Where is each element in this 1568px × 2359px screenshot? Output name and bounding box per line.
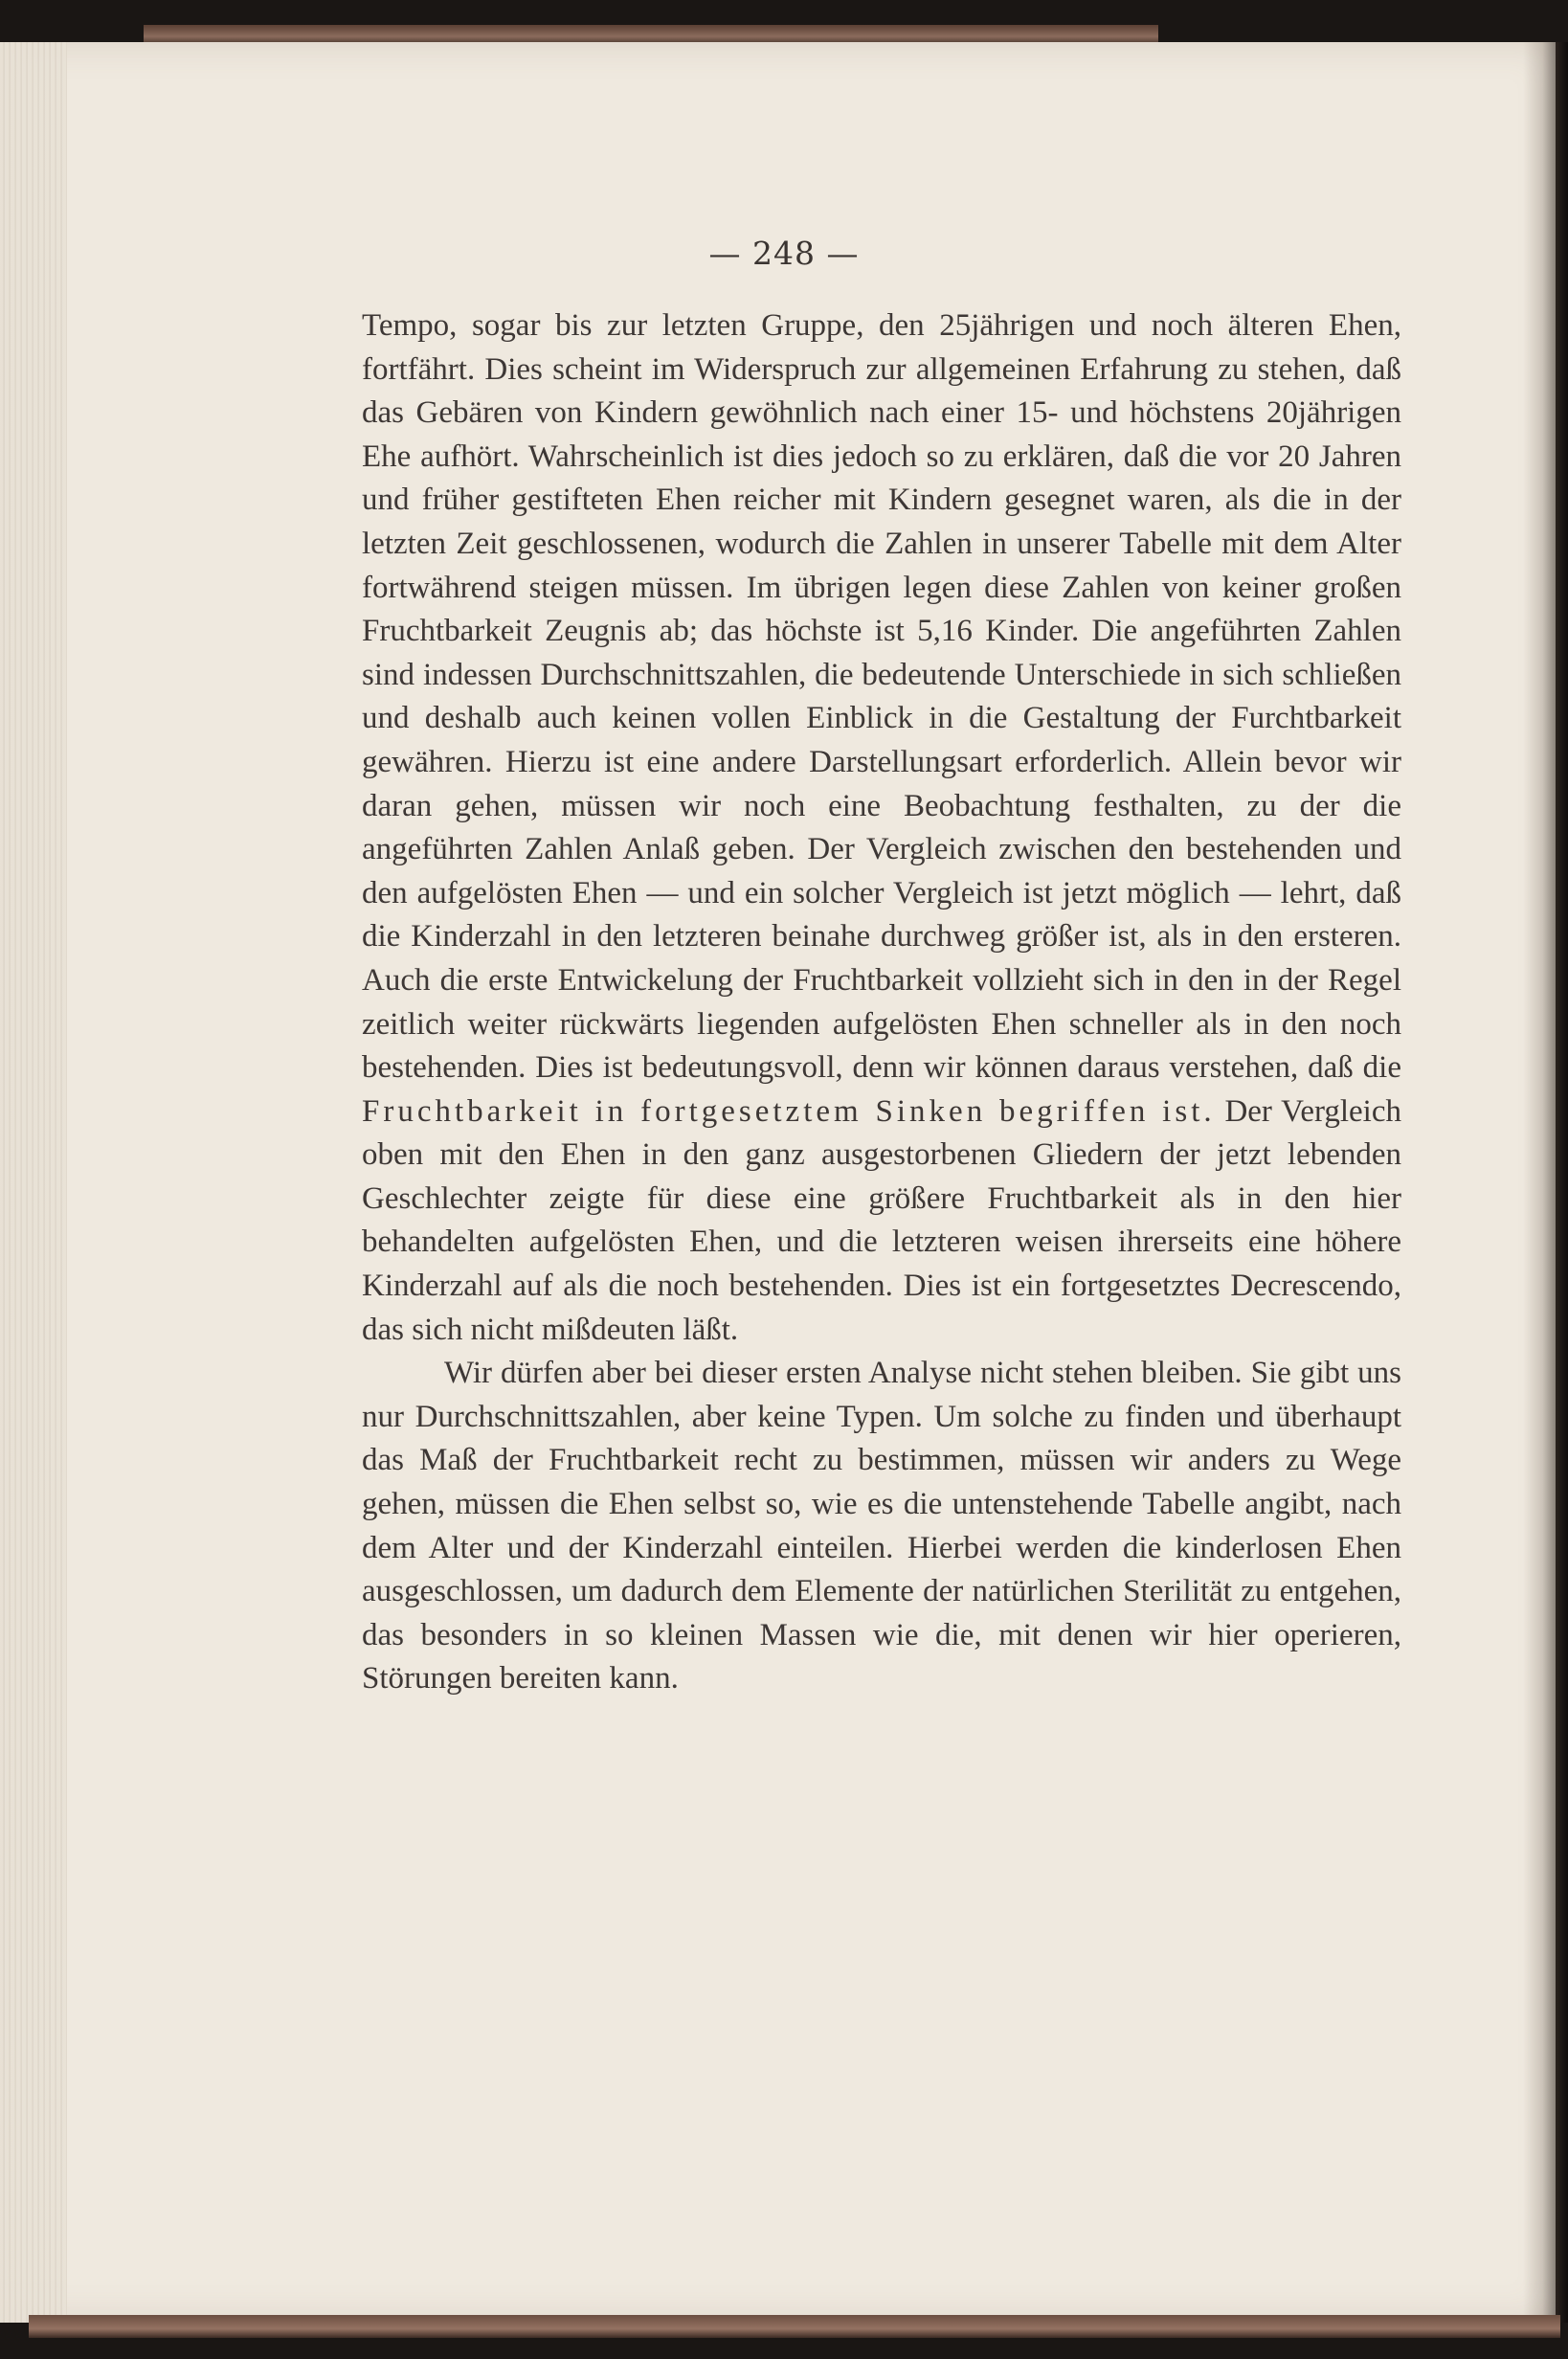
paragraph-1 xyxy=(362,304,1401,1352)
page-number: — 248 — xyxy=(708,235,860,272)
gutter-shadow xyxy=(1523,42,1556,2323)
emphasized-text: Fruchtbarkeit in fortgesetztem Sinken begriffen ist. xyxy=(362,1093,1216,1129)
text-segment: Tempo, sogar bis zur letzten Gruppe, den 25jährigen und noch älteren Ehen, fortfährt. Dies scheint im Widerspruch zur allgemeinen Erfahrung zu stehen, daß das Gebären von Kindern gewöhnlich nach einer 15- und höchstens 20jährigen Ehe aufhört. Wahrscheinlich ist dies jedoch so zu erklären, daß die vor 20 Jahren und früher gestifteten Ehen reicher mit Kindern gesegnet waren, als die in der letzten Zeit geschlossenen, wodurch die Zahlen in unserer Tabelle mit dem Alter fortwährend steigen müssen. Im übrigen legen diese Zahlen von keiner großen Fruchtbarkeit Zeugnis ab; das höchste ist 5,16 Kinder. Die angeführten Zahlen sind indessen Durchschnittszahlen, die bedeutende Unterschiede in sich schließen und deshalb auch keinen vollen Einblick in die Gestaltung der Furchtbarkeit gewähren. Hierzu ist eine andere Darstellungsart erforderlich. Allein bevor wir daran gehen, müssen wir noch eine Beobachtung festhalten, zu der die angeführten Zahlen Anlaß geben. Der Vergleich zwischen den bestehenden und den aufgelösten Ehen — und ein solcher Vergleich ist jetzt möglich — lehrt, daß die Kinderzahl in den letzteren beinahe durchweg größer ist, als in den ersteren. Auch die erste Entwickelung der Fruchtbarkeit vollzieht sich in den in der Regel zeitlich weiter rückwärts liegenden aufgelösten Ehen schneller als in den noch bestehenden. Dies ist bedeutungsvoll, denn wir können daraus verstehen, daß die xyxy=(362,308,1401,1086)
body-text xyxy=(362,304,1401,1701)
page-stack-edge xyxy=(0,42,67,2323)
text-segment: Der Vergleich oben mit den Ehen in den ganz ausgestorbenen Gliedern der jetzt lebenden Geschlechter zeigte für diese eine größere Fruchtbarkeit als in den hier behandelten aufgelösten Ehen, und die letzteren weisen ihrerseits eine höhere Kinderzahl auf als die noch bestehenden. Dies ist ein fortgesetztes Decrescendo, das sich nicht mißdeuten läßt. xyxy=(362,1093,1402,1347)
text-segment: Wir dürfen aber bei dieser ersten Analyse nicht stehen bleiben. Sie gibt uns nur Durchschnittszahlen, aber keine Typen. Um solche zu finden und überhaupt das Maß der Fruchtbarkeit recht zu bestimmen, müssen wir anders zu Wege gehen, müssen die Ehen selbst so, wie es die untenstehende Tabelle angibt, nach dem Alter und der Kinderzahl einteilen. Hierbei werden die kinderlosen Ehen ausgeschlossen, um dadurch dem Elemente der natürlichen Sterilität zu entgehen, das besonders in so kleinen Massen wie die, mit denen wir hier operieren, Störungen bereiten kann. xyxy=(362,1356,1401,1696)
bottom-binding-edge xyxy=(29,2315,1560,2338)
paragraph-2 xyxy=(362,1352,1401,1701)
right-binding-rail xyxy=(1556,42,1568,2323)
